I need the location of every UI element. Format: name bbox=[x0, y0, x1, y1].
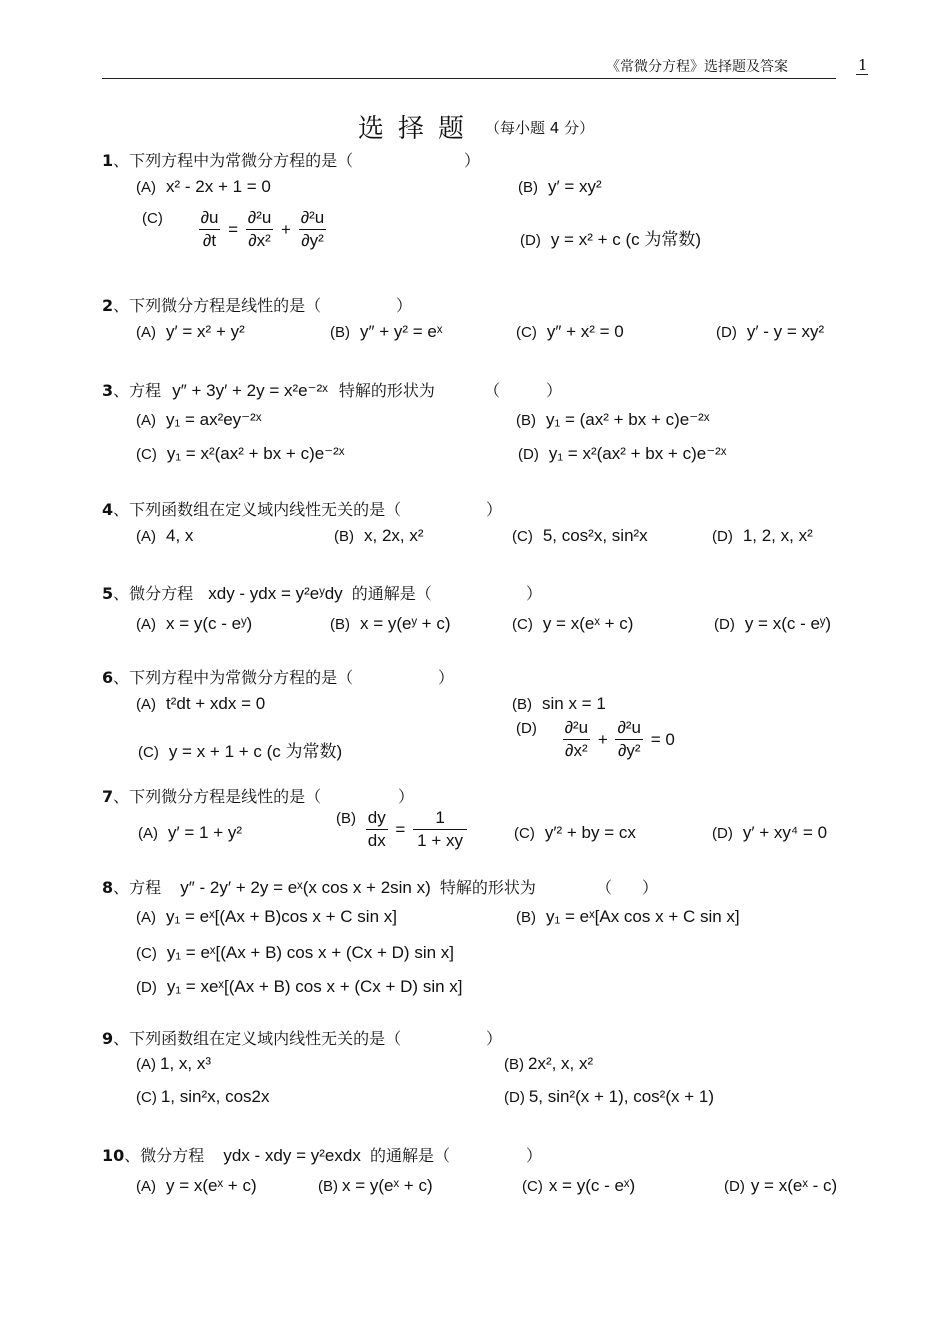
option-d[interactable] bbox=[714, 614, 831, 634]
question-9 bbox=[102, 1026, 401, 1049]
option-expr: y′ - y = xy² bbox=[746, 322, 825, 341]
question-number: 9 bbox=[102, 1029, 114, 1048]
option-expr: 5, sin²(x + 1), cos²(x + 1) bbox=[528, 1087, 714, 1106]
option-d[interactable] bbox=[712, 526, 813, 546]
option-b[interactable] bbox=[330, 322, 442, 342]
option-label: (A) bbox=[136, 909, 156, 926]
question-number: 1 bbox=[102, 151, 114, 170]
option-a[interactable] bbox=[136, 410, 261, 430]
question-tail: 的通解是（ bbox=[351, 584, 432, 603]
page-number-underline bbox=[856, 74, 868, 75]
option-expr: t²dt + xdx = 0 bbox=[166, 694, 266, 713]
section-title: 选择题 bbox=[358, 114, 479, 144]
question-text: 、下列函数组在定义域内线性无关的是（ bbox=[113, 1029, 402, 1048]
option-a[interactable] bbox=[138, 823, 242, 843]
option-a[interactable] bbox=[136, 177, 271, 197]
running-header-title: 《常微分方程》选择题及答案 bbox=[606, 59, 788, 75]
option-expr: y′ = x² + y² bbox=[166, 322, 245, 341]
answer-paren-close: ） bbox=[486, 1031, 503, 1048]
option-expr: 1, x, x³ bbox=[160, 1054, 212, 1073]
option-a[interactable] bbox=[136, 614, 252, 634]
answer-paren-close: ） bbox=[526, 1148, 543, 1165]
option-expr: y₁ = x²(ax² + bx + c)e⁻²ˣ bbox=[548, 444, 727, 463]
section-title-note: （每小题 4 分） bbox=[485, 119, 595, 137]
option-c[interactable] bbox=[522, 1176, 635, 1196]
question-2 bbox=[102, 293, 321, 316]
option-label: (C) bbox=[136, 1089, 157, 1106]
option-label: (B) bbox=[334, 528, 354, 545]
question-number: 6 bbox=[102, 668, 114, 687]
option-d[interactable] bbox=[504, 1087, 714, 1107]
option-c[interactable] bbox=[512, 614, 633, 634]
option-expr-formula: $\frac{\partial u}{\partial t}$ = $\frac{\text{∂²u}}{\text{∂x²}}$ + $\frac{\text{∂²u}}{\text{∂y²}}$ bbox=[200, 208, 325, 250]
option-d[interactable] bbox=[716, 322, 824, 342]
option-b[interactable] bbox=[318, 1176, 433, 1196]
option-b[interactable] bbox=[336, 808, 470, 851]
option-c[interactable] bbox=[136, 943, 454, 963]
question-number: 3 bbox=[102, 381, 114, 400]
option-b[interactable] bbox=[334, 526, 424, 546]
answer-paren-close: ） bbox=[642, 880, 659, 897]
question-number: 2 bbox=[102, 296, 114, 315]
option-label: (A) bbox=[136, 412, 156, 429]
option-label: (C) bbox=[138, 744, 159, 761]
option-a[interactable] bbox=[136, 322, 245, 342]
option-label: (D) bbox=[724, 1178, 745, 1195]
option-expr-formula: $\frac{dy}{dx}$ = $\frac{1}{1 + xy}$ bbox=[363, 808, 470, 851]
option-label: (D) bbox=[712, 825, 733, 842]
option-expr: y₁ = x²(ax² + bx + c)e⁻²ˣ bbox=[166, 444, 345, 463]
option-c[interactable] bbox=[136, 444, 344, 464]
option-c[interactable] bbox=[512, 526, 648, 546]
option-label: (B) bbox=[330, 324, 350, 341]
option-expr: x = y(eˣ + c) bbox=[342, 1176, 433, 1195]
option-expr: y′ = 1 + y² bbox=[168, 823, 243, 842]
option-label: (A) bbox=[136, 179, 156, 196]
option-a[interactable] bbox=[136, 694, 265, 714]
option-expr: x = y(eʸ + c) bbox=[360, 614, 451, 633]
option-expr: y″ + x² = 0 bbox=[546, 322, 624, 341]
option-expr: y″ + y² = eˣ bbox=[360, 322, 443, 341]
answer-paren-close: ） bbox=[396, 298, 413, 315]
question-4 bbox=[102, 497, 401, 520]
option-label: (B) bbox=[336, 810, 356, 828]
question-3 bbox=[102, 378, 435, 401]
option-label: (A) bbox=[136, 616, 156, 633]
option-expr: y₁ = eˣ[Ax cos x + C sin x] bbox=[546, 907, 740, 926]
question-text: 、下列微分方程是线性的是（ bbox=[113, 787, 322, 806]
answer-paren-open: （ bbox=[596, 880, 613, 897]
option-d[interactable] bbox=[520, 225, 701, 250]
question-text: 、微分方程 bbox=[124, 1146, 205, 1165]
option-expr: 1, sin²x, cos2x bbox=[160, 1087, 270, 1106]
option-expr: y = x(eˣ - c) bbox=[750, 1176, 838, 1195]
option-label: (C) bbox=[522, 1178, 543, 1195]
option-label: (A) bbox=[136, 1056, 156, 1073]
option-label: (D) bbox=[714, 616, 735, 633]
question-number: 7 bbox=[102, 787, 114, 806]
option-label: (D) bbox=[712, 528, 733, 545]
option-label: (D) bbox=[504, 1089, 525, 1106]
option-c[interactable] bbox=[516, 322, 624, 342]
option-label: (C) bbox=[136, 446, 157, 463]
answer-paren-close: ） bbox=[464, 153, 481, 170]
option-label: (A) bbox=[136, 1178, 156, 1195]
question-equation: y″ - 2y′ + 2y = eˣ(x cos x + 2sin x) bbox=[180, 878, 431, 897]
question-1 bbox=[102, 148, 353, 171]
option-c[interactable] bbox=[142, 208, 329, 251]
option-c[interactable] bbox=[514, 823, 636, 843]
option-expr: y₁ = (ax² + bx + c)e⁻²ˣ bbox=[546, 410, 710, 429]
option-b[interactable] bbox=[330, 614, 450, 634]
option-c[interactable] bbox=[138, 737, 342, 762]
option-label: (B) bbox=[518, 179, 538, 196]
answer-paren-close: ） bbox=[546, 383, 563, 400]
option-label: (B) bbox=[318, 1178, 338, 1195]
option-expr: y = x(eˣ + c) bbox=[166, 1176, 257, 1195]
option-expr: 5, cos²x, sin²x bbox=[542, 526, 648, 545]
question-equation: y″ + 3y′ + 2y = x²e⁻²ˣ bbox=[172, 381, 328, 400]
option-expr: y′² + by = cx bbox=[544, 823, 636, 842]
answer-paren-close: ） bbox=[486, 502, 503, 519]
question-tail: 特解的形状为 bbox=[338, 381, 435, 400]
question-5 bbox=[102, 581, 432, 604]
option-label: (B) bbox=[516, 909, 536, 926]
option-expr: x, 2x, x² bbox=[364, 526, 424, 545]
option-label: (C) bbox=[516, 324, 537, 341]
option-label: (D) bbox=[520, 232, 541, 249]
question-7 bbox=[102, 784, 321, 807]
question-text: 、方程 bbox=[113, 381, 162, 400]
question-text: 、微分方程 bbox=[113, 584, 194, 603]
answer-paren-close: ） bbox=[438, 670, 455, 687]
option-label: (D) bbox=[518, 446, 539, 463]
question-tail: 特解的形状为 bbox=[439, 878, 536, 897]
question-10 bbox=[102, 1143, 450, 1166]
option-expr: sin x = 1 bbox=[542, 694, 606, 713]
option-expr: y = x² + c (c 为常数) bbox=[550, 230, 702, 249]
option-expr: y₁ = eˣ[(Ax + B)cos x + C sin x] bbox=[166, 907, 397, 926]
option-label: (A) bbox=[136, 528, 156, 545]
option-expr: x = y(c - eˣ) bbox=[548, 1176, 636, 1195]
option-label: (D) bbox=[516, 720, 537, 738]
question-number: 5 bbox=[102, 584, 114, 603]
option-expr: 4, x bbox=[166, 526, 194, 545]
question-number: 4 bbox=[102, 500, 114, 519]
question-text: 、下列方程中为常微分方程的是（ bbox=[113, 151, 354, 170]
option-d[interactable] bbox=[518, 444, 726, 464]
option-label: (B) bbox=[504, 1056, 524, 1073]
option-expr: y = x(eˣ + c) bbox=[542, 614, 634, 633]
option-label: (C) bbox=[136, 945, 157, 962]
question-text: 、下列方程中为常微分方程的是（ bbox=[113, 668, 354, 687]
option-expr: 2x², x, x² bbox=[528, 1054, 594, 1073]
question-8 bbox=[102, 875, 536, 898]
answer-paren-close: ） bbox=[398, 789, 415, 806]
option-b[interactable] bbox=[518, 177, 602, 197]
option-label: (A) bbox=[138, 825, 158, 842]
option-label: (D) bbox=[716, 324, 737, 341]
option-expr: y₁ = eˣ[(Ax + B) cos x + (Cx + D) sin x] bbox=[166, 943, 454, 962]
option-c[interactable] bbox=[136, 1087, 269, 1107]
option-label: (A) bbox=[136, 324, 156, 341]
option-expr: x = y(c - eʸ) bbox=[166, 614, 253, 633]
question-tail: 的通解是（ bbox=[369, 1146, 450, 1165]
option-label: (A) bbox=[136, 696, 156, 713]
option-label: (B) bbox=[512, 696, 532, 713]
option-label: (B) bbox=[330, 616, 350, 633]
question-text: 、下列函数组在定义域内线性无关的是（ bbox=[113, 500, 402, 519]
question-text: 、方程 bbox=[113, 878, 162, 897]
header-rule bbox=[102, 78, 836, 79]
option-label: (C) bbox=[514, 825, 535, 842]
answer-paren-open: （ bbox=[484, 383, 501, 400]
question-6 bbox=[102, 665, 353, 688]
option-d[interactable] bbox=[712, 823, 827, 843]
question-text: 、下列微分方程是线性的是（ bbox=[113, 296, 322, 315]
option-expr: y₁ = ax²ey⁻²ˣ bbox=[166, 410, 262, 429]
option-b[interactable] bbox=[512, 694, 606, 714]
option-b[interactable] bbox=[516, 410, 709, 430]
option-d[interactable] bbox=[724, 1176, 837, 1196]
option-label: (B) bbox=[516, 412, 536, 429]
option-expr: y = x(c - eʸ) bbox=[744, 614, 832, 633]
option-label: (D) bbox=[136, 979, 157, 996]
question-number: 8 bbox=[102, 878, 114, 897]
page-number: 1 bbox=[858, 56, 868, 74]
option-expr: 1, 2, x, x² bbox=[742, 526, 813, 545]
option-expr: y = x + 1 + c (c 为常数) bbox=[168, 742, 343, 761]
option-b[interactable] bbox=[516, 907, 740, 927]
option-label: (C) bbox=[512, 616, 533, 633]
option-expr: y′ = xy² bbox=[548, 177, 602, 196]
option-label: (C) bbox=[142, 210, 163, 228]
option-a[interactable] bbox=[136, 1176, 257, 1196]
option-expr: y₁ = xeˣ[(Ax + B) cos x + (Cx + D) sin x] bbox=[166, 977, 463, 996]
question-equation: xdy - ydx = y²eʸdy bbox=[208, 584, 343, 603]
option-d[interactable] bbox=[136, 977, 463, 997]
option-label: (C) bbox=[512, 528, 533, 545]
option-expr: y′ + xy⁴ = 0 bbox=[742, 823, 828, 842]
question-equation: ydx - xdy = y²exdx bbox=[223, 1146, 361, 1165]
question-number: 10 bbox=[102, 1146, 125, 1165]
option-expr: x² - 2x + 1 = 0 bbox=[166, 177, 271, 196]
option-a[interactable] bbox=[136, 907, 397, 927]
answer-paren-close: ） bbox=[526, 586, 543, 603]
option-a[interactable] bbox=[136, 526, 193, 546]
option-d[interactable] bbox=[516, 718, 675, 761]
option-b[interactable] bbox=[504, 1054, 593, 1074]
option-expr-formula: $\frac{\text{∂²u}}{\text{∂x²}}$ + $\frac{\text{∂²u}}{\text{∂y²}}$ = 0 bbox=[564, 718, 675, 760]
option-a[interactable] bbox=[136, 1054, 211, 1074]
